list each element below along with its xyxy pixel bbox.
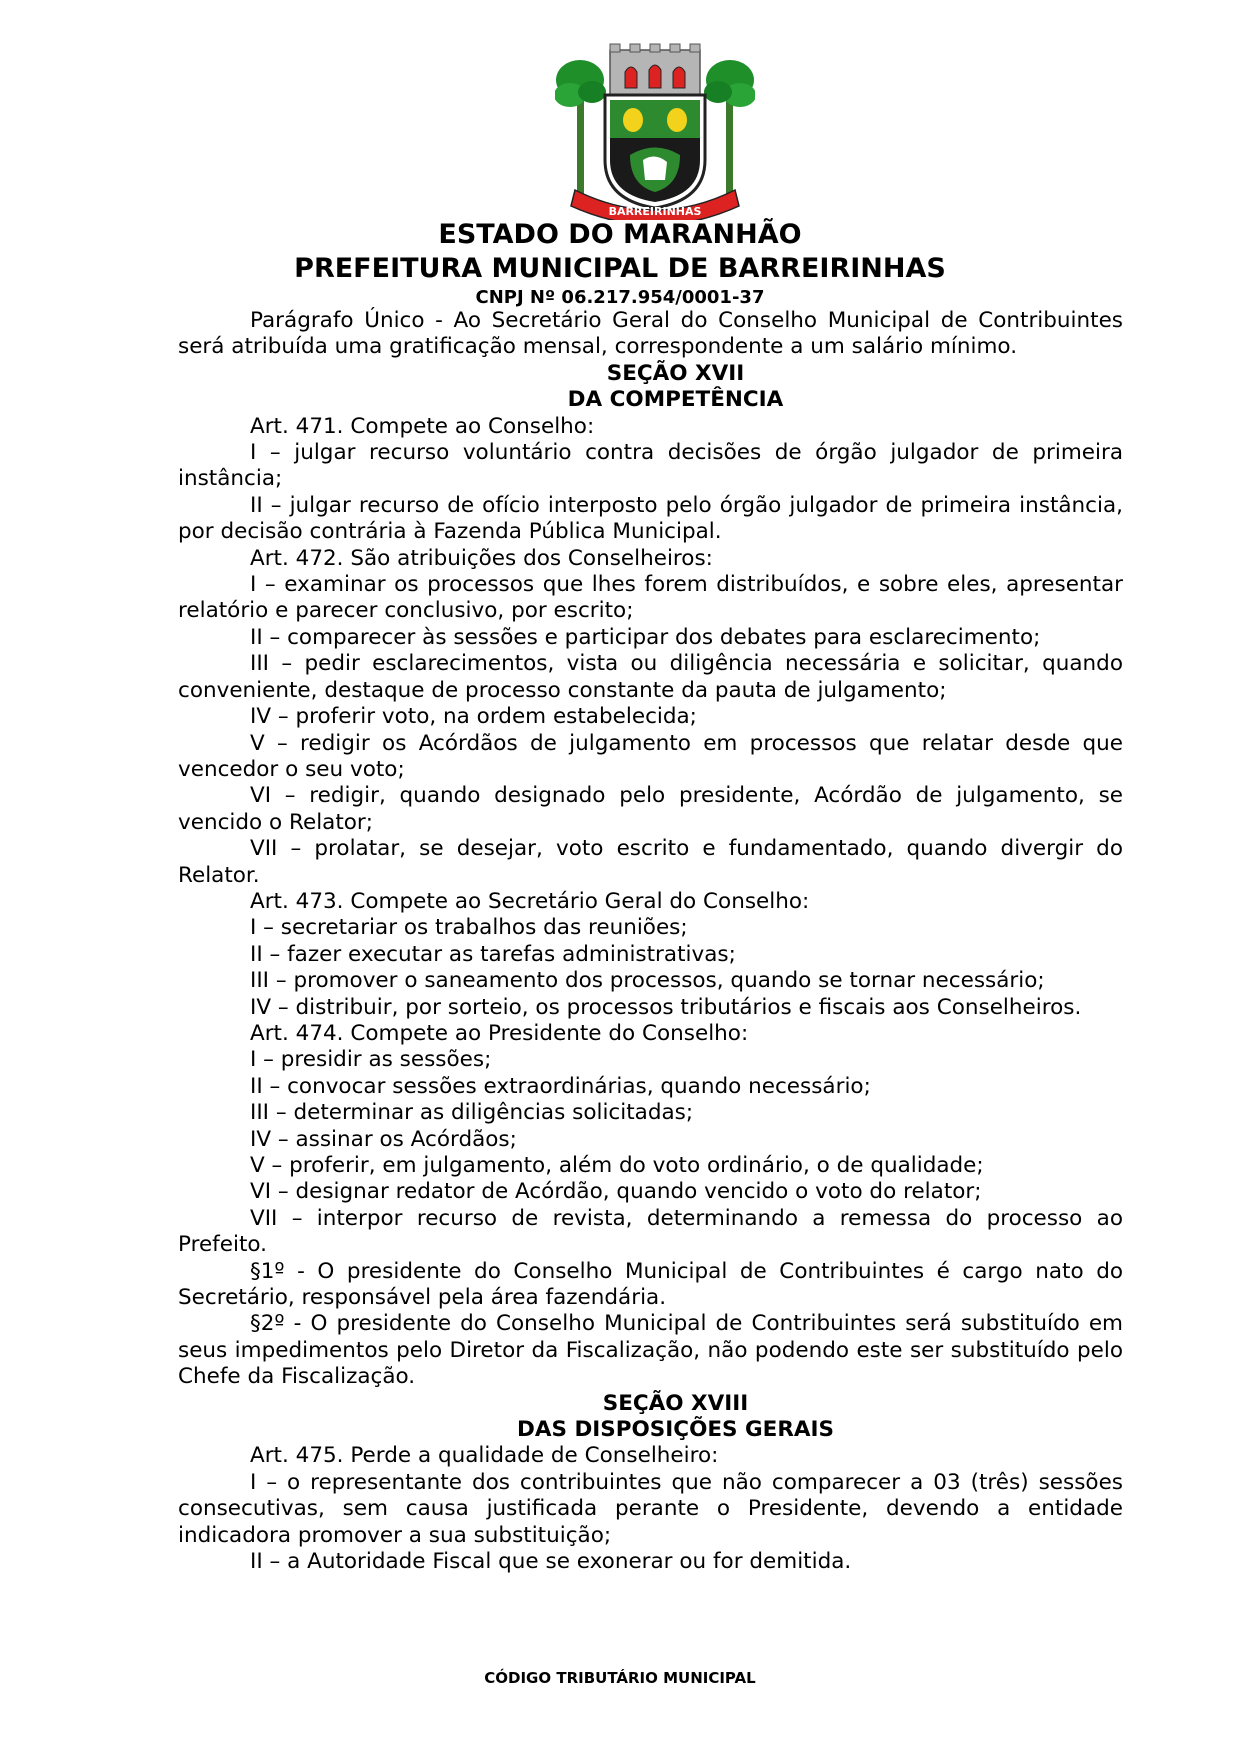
art-474-item: VII – interpor recurso de revista, determinando a remessa do processo ao Prefeito. <box>178 1205 1123 1258</box>
art-474-heading: Art. 474. Compete ao Presidente do Conselho: <box>250 1020 749 1046</box>
municipal-crest-logo <box>555 40 755 220</box>
art-471-heading: Art. 471. Compete ao Conselho: <box>250 413 595 439</box>
section-xvii-title: SEÇÃO XVII <box>606 360 745 386</box>
art-474-item: VI – designar redator de Acórdão, quando vencido o voto do relator; <box>250 1179 982 1205</box>
art-474-item: III – determinar as diligências solicitadas; <box>250 1100 694 1126</box>
art-474-item: V – proferir, em julgamento, além do voto ordinário, o de qualidade; <box>250 1153 984 1178</box>
art-474-item: II – convocar sessões extraordinárias, quando necessário; <box>250 1073 871 1099</box>
art-472-item: IV – proferir voto, na ordem estabelecida; <box>250 704 697 730</box>
art-475-item: II – a Autoridade Fiscal que se exonerar ou for demitida. <box>250 1549 852 1575</box>
page-footer: CÓDIGO TRIBUTÁRIO MUNICIPAL <box>484 1669 756 1687</box>
art-472-item: VII – prolatar, se desejar, voto escrito e fundamentado, quando divergir do Relator. <box>178 836 1123 888</box>
art-472-item: VI – redigir, quando designado pelo presidente, Acórdão de julgamento, se vencido o Relator; <box>178 783 1123 835</box>
paragraph-unico: Parágrafo Único - Ao Secretário Geral do Conselho Municipal de Contribuintes será atribuída uma gratificação mensal, correspondente a um salário mínimo. <box>178 308 1123 360</box>
art-473-item: II – fazer executar as tarefas administrativas; <box>250 941 736 967</box>
art-471-item: II – julgar recurso de ofício interposto pelo órgão julgador de primeira instância, por decisão contrária à Fazenda Pública Municipal. <box>178 492 1123 545</box>
section-xvii-subtitle: DA COMPETÊNCIA <box>567 387 784 413</box>
art-472-item: II – comparecer às sessões e participar dos debates para esclarecimento; <box>250 624 1041 650</box>
art-472-item: I – examinar os processos que lhes forem distribuídos, e sobre eles, apresentar relatório e parecer conclusivo, por escrito; <box>178 572 1123 624</box>
art-474-item: I – presidir as sessões; <box>250 1047 492 1073</box>
shield-icon <box>605 95 705 208</box>
art-471-item: I – julgar recurso voluntário contra decisões de órgão julgador de primeira instância; <box>178 440 1123 492</box>
state-heading: ESTADO DO MARANHÃO <box>438 219 802 250</box>
palm-tree-left-icon <box>555 60 606 200</box>
art-474-paragraph-1: §1º - O presidente do Conselho Municipal de Contribuintes é cargo nato do Secretário, responsável pela área fazendária. <box>178 1258 1123 1311</box>
cnpj-line: CNPJ Nº 06.217.954/0001-37 <box>475 287 765 308</box>
section-xviii-title: SEÇÃO XVIII <box>602 1390 749 1416</box>
document-body <box>178 308 1123 1576</box>
section-xviii-subtitle: DAS DISPOSIÇÕES GERAIS <box>516 1417 835 1443</box>
art-472-item: III – pedir esclarecimentos, vista ou diligência necessária e solicitar, quando conveniente, destaque de processo constante da pauta de julgamento; <box>178 651 1123 703</box>
art-472-heading: Art. 472. São atribuições dos Conselheiros: <box>250 545 713 571</box>
art-475-heading: Art. 475. Perde a qualidade de Conselheiro: <box>250 1443 719 1469</box>
art-472-item: V – redigir os Acórdãos de julgamento em processos que relatar desde que vencedor o seu voto; <box>178 730 1123 782</box>
art-475-item: I – o representante dos contribuintes que não comparecer a 03 (três) sessões consecutivas, sem causa justificada perante o Presidente, devendo a entidade indicadora promover a sua substituição; <box>178 1469 1123 1548</box>
art-474-paragraph-2: §2º - O presidente do Conselho Municipal de Contribuintes será substituído em seus impedimentos pelo Diretor da Fiscalização, não podendo este ser substituído pelo Chefe da Fiscalização. <box>178 1311 1123 1390</box>
castle-crown-icon <box>610 44 700 95</box>
banner-text: BARREIRINHAS <box>608 205 702 218</box>
art-473-item: I – secretariar os trabalhos das reuniões; <box>250 915 688 941</box>
art-473-item: III – promover o saneamento dos processos, quando se tornar necessário; <box>250 968 1045 994</box>
city-heading: PREFEITURA MUNICIPAL DE BARREIRINHAS <box>294 253 946 284</box>
art-473-heading: Art. 473. Compete ao Secretário Geral do Conselho: <box>250 888 810 914</box>
palm-tree-right-icon <box>704 60 755 200</box>
art-473-item: IV – distribuir, por sorteio, os processos tributários e fiscais aos Conselheiros. <box>250 994 1082 1020</box>
art-474-item: IV – assinar os Acórdãos; <box>250 1126 517 1152</box>
